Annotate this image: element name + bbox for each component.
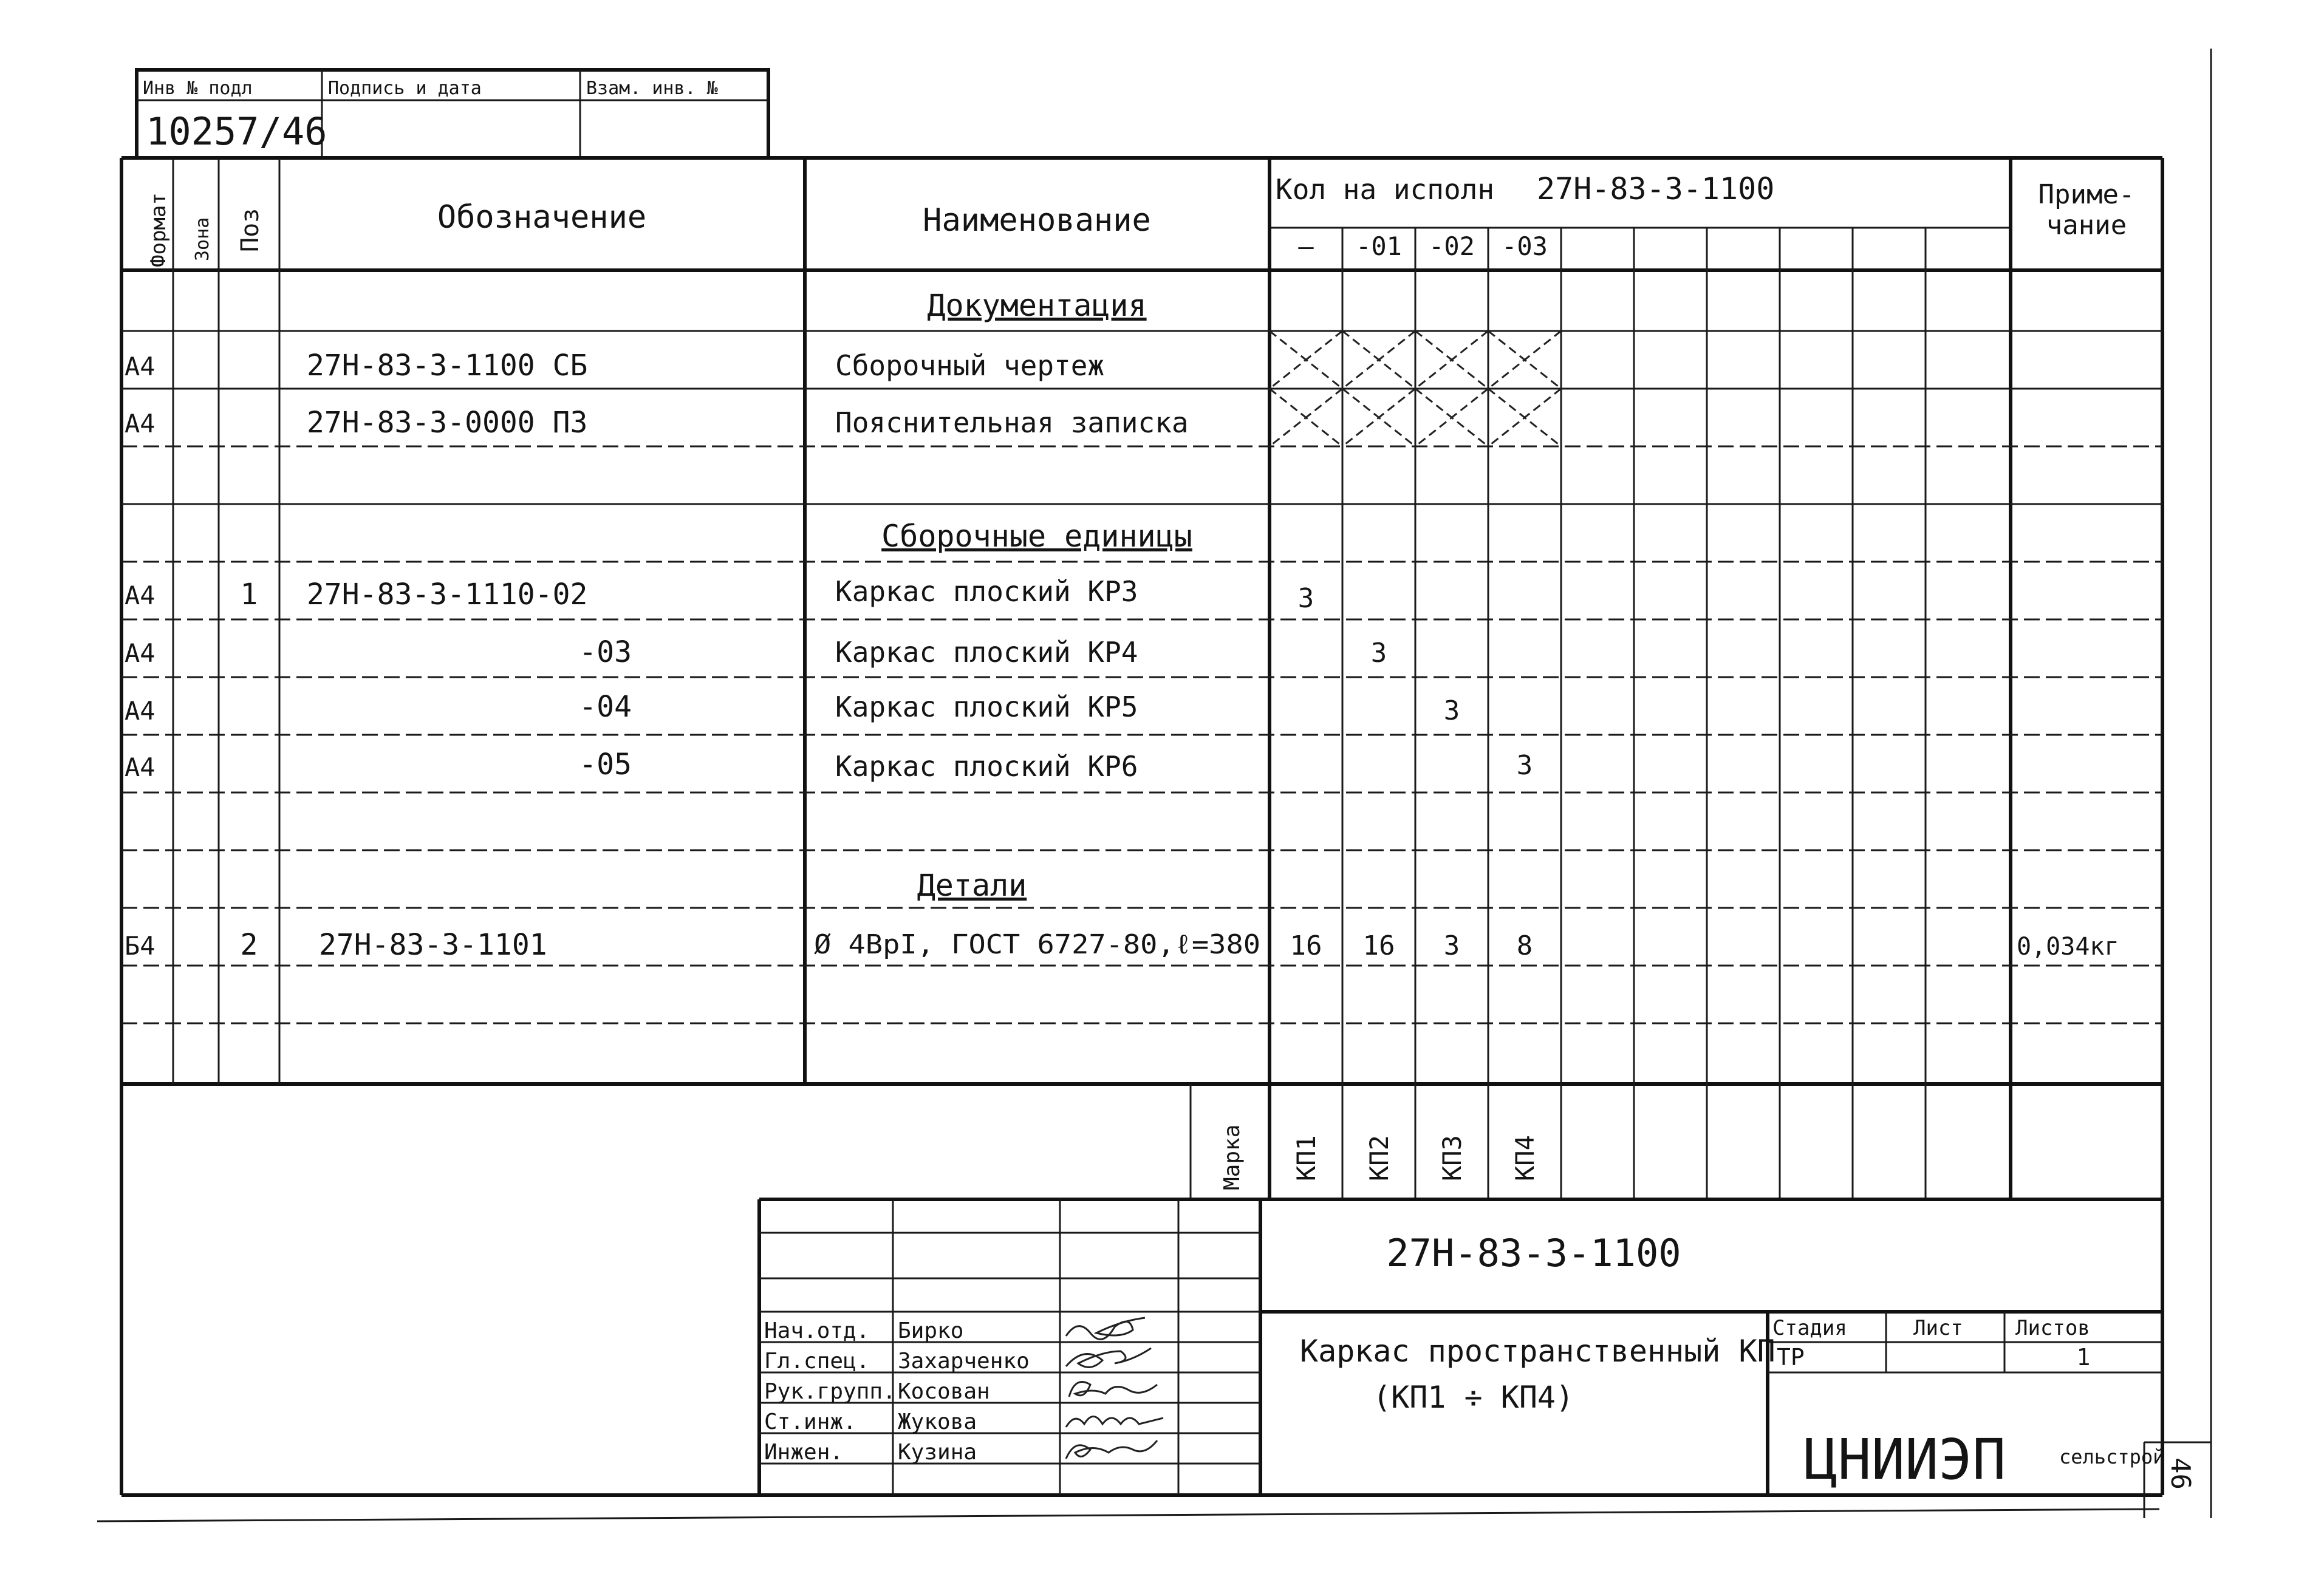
stamp-col2-header: Подпись и дата	[328, 78, 482, 99]
table-row	[125, 635, 1387, 669]
header-pos: Поз	[236, 208, 264, 252]
header-qty-doc: 27Н-83-3-1100	[1537, 171, 1775, 206]
marka-value: КП2	[1364, 1135, 1394, 1181]
table-row	[125, 575, 1314, 614]
row-format: А4	[125, 696, 156, 726]
row-name: Каркас плоский КР6	[835, 750, 1138, 783]
row-designation: 27Н-83-3-1100 СБ	[307, 349, 588, 383]
header-variant-1: -01	[1356, 231, 1402, 261]
row-format: А4	[125, 409, 156, 438]
header-note-line: чание	[2046, 210, 2127, 241]
table-row	[125, 406, 1189, 440]
staff-name: Косован	[898, 1379, 990, 1404]
row-pos: 1	[240, 578, 258, 612]
row-pos: 2	[240, 928, 258, 962]
row-name: Каркас плоский КР4	[835, 636, 1138, 669]
sheet-label: Лист	[1913, 1316, 1963, 1340]
row-qty-1: 3	[1370, 638, 1387, 669]
table-row	[125, 349, 1104, 383]
title-line-1: Каркас пространственный КП	[1300, 1334, 1775, 1369]
signature-icon	[1069, 1382, 1157, 1397]
sheets-value: 1	[2076, 1344, 2091, 1371]
inventory-stamp	[137, 70, 768, 158]
row-format: А4	[125, 352, 156, 381]
signature-icon	[1066, 1318, 1145, 1339]
stamp-col1-header: Инв № подл	[143, 78, 253, 99]
title-line-2: (КП1 ÷ КП4)	[1373, 1380, 1574, 1415]
signature-icon	[1066, 1440, 1157, 1459]
row-designation: -03	[579, 635, 632, 669]
row-designation: 27Н-83-3-1110-02	[307, 578, 588, 612]
marka-value: КП1	[1291, 1135, 1321, 1181]
spec-header	[146, 171, 2134, 267]
staff-role: Гл.спец.	[764, 1349, 870, 1374]
row-designation: -04	[579, 690, 632, 724]
row-name: Каркас плоский КР5	[835, 690, 1138, 723]
row-qty-1: 16	[1362, 930, 1395, 961]
row-name: Пояснительная записка	[835, 406, 1189, 439]
row-qty-2: 3	[1443, 930, 1460, 961]
section-details: Детали	[917, 868, 1027, 903]
inventory-number: 10257/46	[146, 109, 327, 154]
row-qty-3: 8	[1516, 930, 1533, 961]
header-name: Наименование	[923, 202, 1151, 239]
doc-number: 27Н-83-3-1100	[1386, 1231, 1681, 1275]
section-documentation: Документация	[927, 288, 1147, 323]
row-qty-3: 3	[1516, 750, 1533, 781]
table-row	[125, 690, 1460, 726]
staff-name: Захарченко	[898, 1349, 1030, 1374]
row-format: А4	[125, 752, 156, 782]
header-variant-0: —	[1298, 231, 1314, 261]
row-qty-0: 16	[1290, 930, 1322, 961]
signature-icon	[1066, 1348, 1151, 1367]
staff-name: Бирко	[898, 1318, 964, 1343]
staff-role: Ст.инж.	[764, 1409, 856, 1434]
header-zone: Зона	[192, 217, 213, 261]
section-assemblies: Сборочные единицы	[881, 519, 1192, 554]
row-designation: 27Н-83-3-1101	[319, 928, 547, 962]
row-designation: -05	[579, 748, 632, 782]
staff-name: Жукова	[898, 1409, 977, 1434]
signature-icon	[1066, 1417, 1163, 1428]
row-name: Сборочный чертеж	[835, 349, 1105, 382]
header-variant-3: -03	[1502, 231, 1548, 261]
row-format: Б4	[125, 931, 156, 961]
marka-label: Марка	[1220, 1124, 1245, 1190]
row-designation: 27Н-83-3-0000 ПЗ	[307, 406, 588, 440]
staff-role: Нач.отд.	[764, 1318, 870, 1343]
stamp-col3-header: Взам. инв. №	[586, 78, 718, 99]
header-variant-2: -02	[1429, 231, 1475, 261]
row-format: А4	[125, 581, 156, 610]
header-format: Формат	[146, 193, 171, 267]
organization-big: ЦНИИЭП	[1804, 1427, 2006, 1492]
row-qty-2: 3	[1443, 695, 1460, 726]
header-note	[2039, 179, 2135, 241]
table-row	[125, 748, 1533, 783]
staff-role: Рук.групп.	[764, 1379, 896, 1404]
spec-rows	[125, 331, 2119, 962]
marka-value: КП3	[1437, 1135, 1467, 1181]
organization-small: сельстрой	[2059, 1445, 2165, 1468]
staff-name: Кузина	[898, 1440, 977, 1465]
page-number: 46	[2165, 1457, 2196, 1490]
row-qty-0: 3	[1297, 583, 1314, 614]
stage-label: Стадия	[1772, 1316, 1847, 1340]
stage-value: ТР	[1777, 1344, 1805, 1371]
row-note: 0,034кг	[2017, 933, 2119, 961]
row-name: Каркас плоский КР3	[835, 575, 1138, 608]
header-qty-caption: Кол на исполн	[1276, 173, 1495, 206]
row-name: Ø 4ВрI, ГОСТ 6727-80,ℓ=380	[814, 929, 1260, 960]
marka-value: КП4	[1510, 1135, 1540, 1181]
header-designation: Обозначение	[437, 199, 647, 236]
row-format: А4	[125, 638, 156, 668]
sheets-label: Листов	[2015, 1316, 2090, 1340]
header-note-line: Приме-	[2038, 179, 2135, 210]
table-row	[125, 928, 2119, 962]
staff-role: Инжен.	[764, 1440, 844, 1465]
